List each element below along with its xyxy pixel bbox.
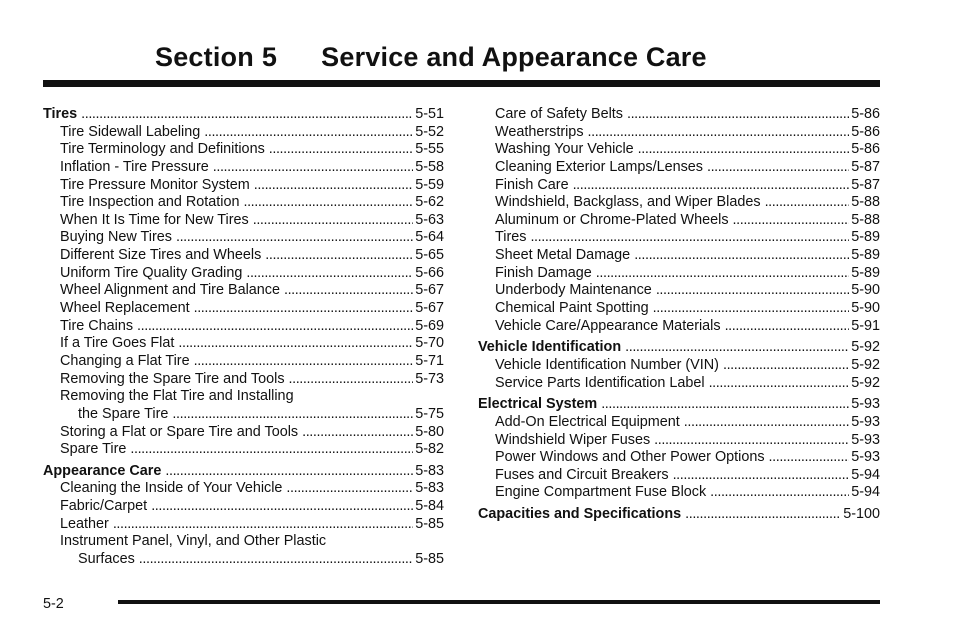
toc-entry-page: 5-93 [851, 396, 880, 413]
dot-leader [765, 194, 850, 212]
toc-entry-title: Add-On Electrical Equipment [495, 413, 680, 430]
toc-entry-page: 5-73 [415, 370, 444, 387]
toc-entry-page: 5-58 [415, 158, 444, 175]
dot-leader [625, 339, 849, 357]
dot-leader [178, 335, 413, 353]
toc-entry-title: Tires [495, 229, 527, 246]
toc-entry-title: Sheet Metal Damage [495, 247, 631, 264]
dot-leader [588, 124, 850, 142]
toc-entry-page: 5-90 [851, 282, 880, 299]
dot-leader [723, 357, 849, 375]
toc-entry-title: Underbody Maintenance [495, 282, 652, 299]
dot-leader [733, 212, 850, 230]
dot-leader [769, 449, 850, 467]
toc-entry-page: 5-65 [415, 247, 444, 264]
toc-entry-page: 5-90 [851, 300, 880, 317]
dot-leader [709, 375, 850, 393]
toc-entry [43, 441, 444, 459]
toc-entry [478, 212, 880, 230]
toc-entry-page: 5-64 [415, 229, 444, 246]
toc-entry-title: Finish Damage [495, 264, 592, 281]
dot-leader [284, 282, 413, 300]
toc-entry-page: 5-93 [851, 431, 880, 448]
toc-heading-entry [43, 106, 444, 124]
toc-entry-title: Power Windows and Other Power Options [495, 449, 765, 466]
dot-leader [286, 480, 413, 498]
top-rule [43, 80, 880, 87]
toc-entry-title: Tire Inspection and Rotation [60, 194, 240, 211]
toc-entry-page: 5-94 [851, 484, 880, 501]
toc-entry-title: Fuses and Circuit Breakers [495, 466, 669, 483]
toc-entry-title: Fabric/Carpet [60, 498, 148, 515]
dot-leader [130, 441, 413, 459]
toc-entry-page: 5-75 [415, 405, 444, 422]
dot-leader [265, 247, 413, 265]
page-number: 5-2 [43, 596, 64, 612]
toc-entry-title: Storing a Flat or Spare Tire and Tools [60, 423, 299, 440]
toc-heading-entry [478, 506, 880, 524]
toc-entry [478, 357, 880, 375]
dot-leader [137, 318, 413, 336]
toc-entry-page: 5-93 [851, 449, 880, 466]
dot-leader [302, 424, 413, 442]
toc-entry-page: 5-92 [851, 339, 880, 356]
toc-entry-page: 5-89 [851, 264, 880, 281]
toc-entry [43, 212, 444, 230]
toc-entry-title: the Spare Tire [78, 405, 169, 422]
toc-entry-page: 5-52 [415, 123, 444, 140]
toc-entry-title: Vehicle Identification Number (VIN) [495, 356, 719, 373]
toc-entry-title: Surfaces [78, 551, 135, 568]
toc-entry-page: 5-67 [415, 282, 444, 299]
toc-entry-page: 5-86 [851, 141, 880, 158]
toc-entry [478, 375, 880, 393]
toc-entry-title: Inflation - Tire Pressure [60, 158, 209, 175]
toc-entry-title: Cleaning the Inside of Your Vehicle [60, 480, 283, 497]
toc-entry [478, 414, 880, 432]
toc-entry [478, 265, 880, 283]
toc-entry-title: Tire Terminology and Definitions [60, 141, 265, 158]
toc-entry-title: Tire Chains [60, 317, 134, 334]
toc-entry [478, 318, 880, 336]
toc-entry [478, 449, 880, 467]
toc-entry [478, 484, 880, 502]
toc-entry-page: 5-100 [843, 506, 880, 523]
dot-leader [194, 353, 414, 371]
toc-entry-title: If a Tire Goes Flat [60, 335, 175, 352]
toc-entry [478, 177, 880, 195]
toc-entry-title: Washing Your Vehicle [495, 141, 634, 158]
dot-leader [243, 194, 413, 212]
toc-entry-page: 5-86 [851, 123, 880, 140]
toc-entry [478, 106, 880, 124]
toc-entry-title: Tires [43, 106, 78, 122]
toc-entry-title: Wheel Replacement [60, 300, 190, 317]
toc-entry-page: 5-83 [415, 480, 444, 497]
dot-leader [707, 159, 849, 177]
toc-entry [478, 247, 880, 265]
section-number: 5 [261, 42, 278, 72]
dot-leader [634, 247, 849, 265]
toc-entry-page: 5-93 [851, 413, 880, 430]
toc-entry [43, 371, 444, 389]
toc-entry-title: Engine Compartment Fuse Block [495, 484, 707, 501]
dot-leader [165, 463, 413, 481]
toc-entry-title: Removing the Flat Tire and Installing [60, 388, 294, 405]
toc-entry-page: 5-89 [851, 229, 880, 246]
dot-leader [81, 106, 413, 124]
toc-entry [43, 247, 444, 265]
toc-entry-page: 5-62 [415, 194, 444, 211]
toc-entry-title: Windshield Wiper Fuses [495, 431, 651, 448]
dot-leader [710, 484, 849, 502]
dot-leader [269, 141, 413, 159]
toc-entry-page: 5-83 [415, 462, 444, 479]
toc-entry [43, 265, 444, 283]
toc-entry-page: 5-51 [415, 106, 444, 122]
toc-entry-title: Chemical Paint Spotting [495, 300, 649, 317]
toc-entry-page: 5-85 [415, 515, 444, 532]
toc-entry-title: Electrical System [478, 396, 598, 413]
toc-heading-entry [478, 339, 880, 357]
toc-entry [478, 467, 880, 485]
toc-entry [43, 551, 444, 569]
toc-entry-page: 5-88 [851, 211, 880, 228]
toc-entry-title: Service Parts Identification Label [495, 374, 705, 391]
dot-leader [172, 406, 413, 424]
toc-entry-title: Uniform Tire Quality Grading [60, 264, 243, 281]
toc-entry-title: Instrument Panel, Vinyl, and Other Plastic [60, 533, 327, 550]
toc-entry [43, 141, 444, 159]
dot-leader [601, 396, 849, 414]
toc-entry-title: Capacities and Specifications [478, 506, 682, 523]
toc-entry-page: 5-82 [415, 441, 444, 458]
toc-entry [478, 432, 880, 450]
toc-entry [43, 498, 444, 516]
toc-entry-title: Weatherstrips [495, 123, 584, 140]
toc-entry [43, 282, 444, 300]
toc-entry [478, 229, 880, 247]
toc-entry-page: 5-86 [851, 106, 880, 122]
toc-entry-page: 5-85 [415, 551, 444, 568]
toc-entry [43, 533, 444, 551]
toc-entry-title: Windshield, Backglass, and Wiper Blades [495, 194, 761, 211]
dot-leader [139, 551, 413, 569]
toc-entry-title: Vehicle Identification [478, 339, 622, 356]
toc-entry-title: Different Size Tires and Wheels [60, 247, 262, 264]
toc-entry-page: 5-87 [851, 176, 880, 193]
toc-heading-entry [43, 463, 444, 481]
toc-entry-page: 5-55 [415, 141, 444, 158]
toc-entry-page: 5-67 [415, 300, 444, 317]
dot-leader [685, 506, 841, 524]
toc-entry [43, 177, 444, 195]
toc-entry-page: 5-84 [415, 498, 444, 515]
dot-leader [673, 467, 850, 485]
toc-entry [43, 480, 444, 498]
toc-entry-page: 5-71 [415, 352, 444, 369]
dot-leader [254, 177, 413, 195]
dot-leader [530, 229, 849, 247]
dot-leader [151, 498, 413, 516]
dot-leader [253, 212, 413, 230]
dot-leader [246, 265, 413, 283]
toc-heading-entry [478, 396, 880, 414]
toc-entry-title: Tire Sidewall Labeling [60, 123, 201, 140]
section-heading [155, 42, 707, 73]
toc-entry-page: 5-88 [851, 194, 880, 211]
toc-entry [43, 388, 444, 406]
toc-entry-page: 5-94 [851, 466, 880, 483]
toc-right-column [478, 106, 880, 524]
section-title: Service and Appearance Care [321, 42, 707, 72]
toc-entry-title: Care of Safety Belts [495, 106, 623, 122]
dot-leader [654, 432, 849, 450]
toc-entry-title: When It Is Time for New Tires [60, 211, 249, 228]
toc-entry [478, 282, 880, 300]
toc-entry-page: 5-63 [415, 211, 444, 228]
dot-leader [204, 124, 413, 142]
dot-leader [596, 265, 849, 283]
toc-entry [478, 159, 880, 177]
toc-entry-title: Wheel Alignment and Tire Balance [60, 282, 280, 299]
dot-leader [213, 159, 413, 177]
toc-entry [43, 124, 444, 142]
toc-entry-title: Changing a Flat Tire [60, 352, 190, 369]
toc-entry-page: 5-80 [415, 423, 444, 440]
toc-entry [478, 124, 880, 142]
toc-entry [43, 318, 444, 336]
toc-entry-page: 5-92 [851, 374, 880, 391]
dot-leader [113, 516, 413, 534]
toc-entry-title: Appearance Care [43, 462, 162, 479]
toc-entry-title: Aluminum or Chrome-Plated Wheels [495, 211, 729, 228]
toc-entry-title: Tire Pressure Monitor System [60, 176, 250, 193]
toc-entry-page: 5-59 [415, 176, 444, 193]
toc-entry-page: 5-69 [415, 317, 444, 334]
toc-entry-title: Leather [60, 515, 109, 532]
dot-leader [627, 106, 849, 124]
toc-entry [43, 194, 444, 212]
toc-entry [478, 300, 880, 318]
toc-entry [43, 406, 444, 424]
toc-left-column [43, 106, 444, 569]
dot-leader [194, 300, 414, 318]
toc-entry-page: 5-70 [415, 335, 444, 352]
toc-entry [43, 229, 444, 247]
dot-leader [573, 177, 850, 195]
section-label: Section [155, 42, 254, 72]
dot-leader [176, 229, 413, 247]
dot-leader [684, 414, 849, 432]
toc-entry [478, 194, 880, 212]
toc-entry [43, 335, 444, 353]
toc-entry-title: Buying New Tires [60, 229, 172, 246]
toc-entry [43, 353, 444, 371]
toc-entry-title: Spare Tire [60, 441, 127, 458]
toc-entry [478, 141, 880, 159]
toc-entry-page: 5-66 [415, 264, 444, 281]
dot-leader [725, 318, 850, 336]
dot-leader [638, 141, 850, 159]
dot-leader [289, 371, 414, 389]
toc-entry-page: 5-92 [851, 356, 880, 373]
dot-leader [653, 300, 850, 318]
toc-entry [43, 424, 444, 442]
toc-entry [43, 516, 444, 534]
dot-leader [656, 282, 849, 300]
toc-entry-title: Vehicle Care/Appearance Materials [495, 317, 721, 334]
toc-entry [43, 300, 444, 318]
toc-entry [43, 159, 444, 177]
bottom-rule [118, 600, 880, 604]
toc-entry-page: 5-89 [851, 247, 880, 264]
toc-entry-page: 5-87 [851, 158, 880, 175]
toc-entry-title: Removing the Spare Tire and Tools [60, 370, 285, 387]
toc-entry-title: Finish Care [495, 176, 569, 193]
toc-entry-title: Cleaning Exterior Lamps/Lenses [495, 158, 703, 175]
toc-entry-page: 5-91 [851, 317, 880, 334]
